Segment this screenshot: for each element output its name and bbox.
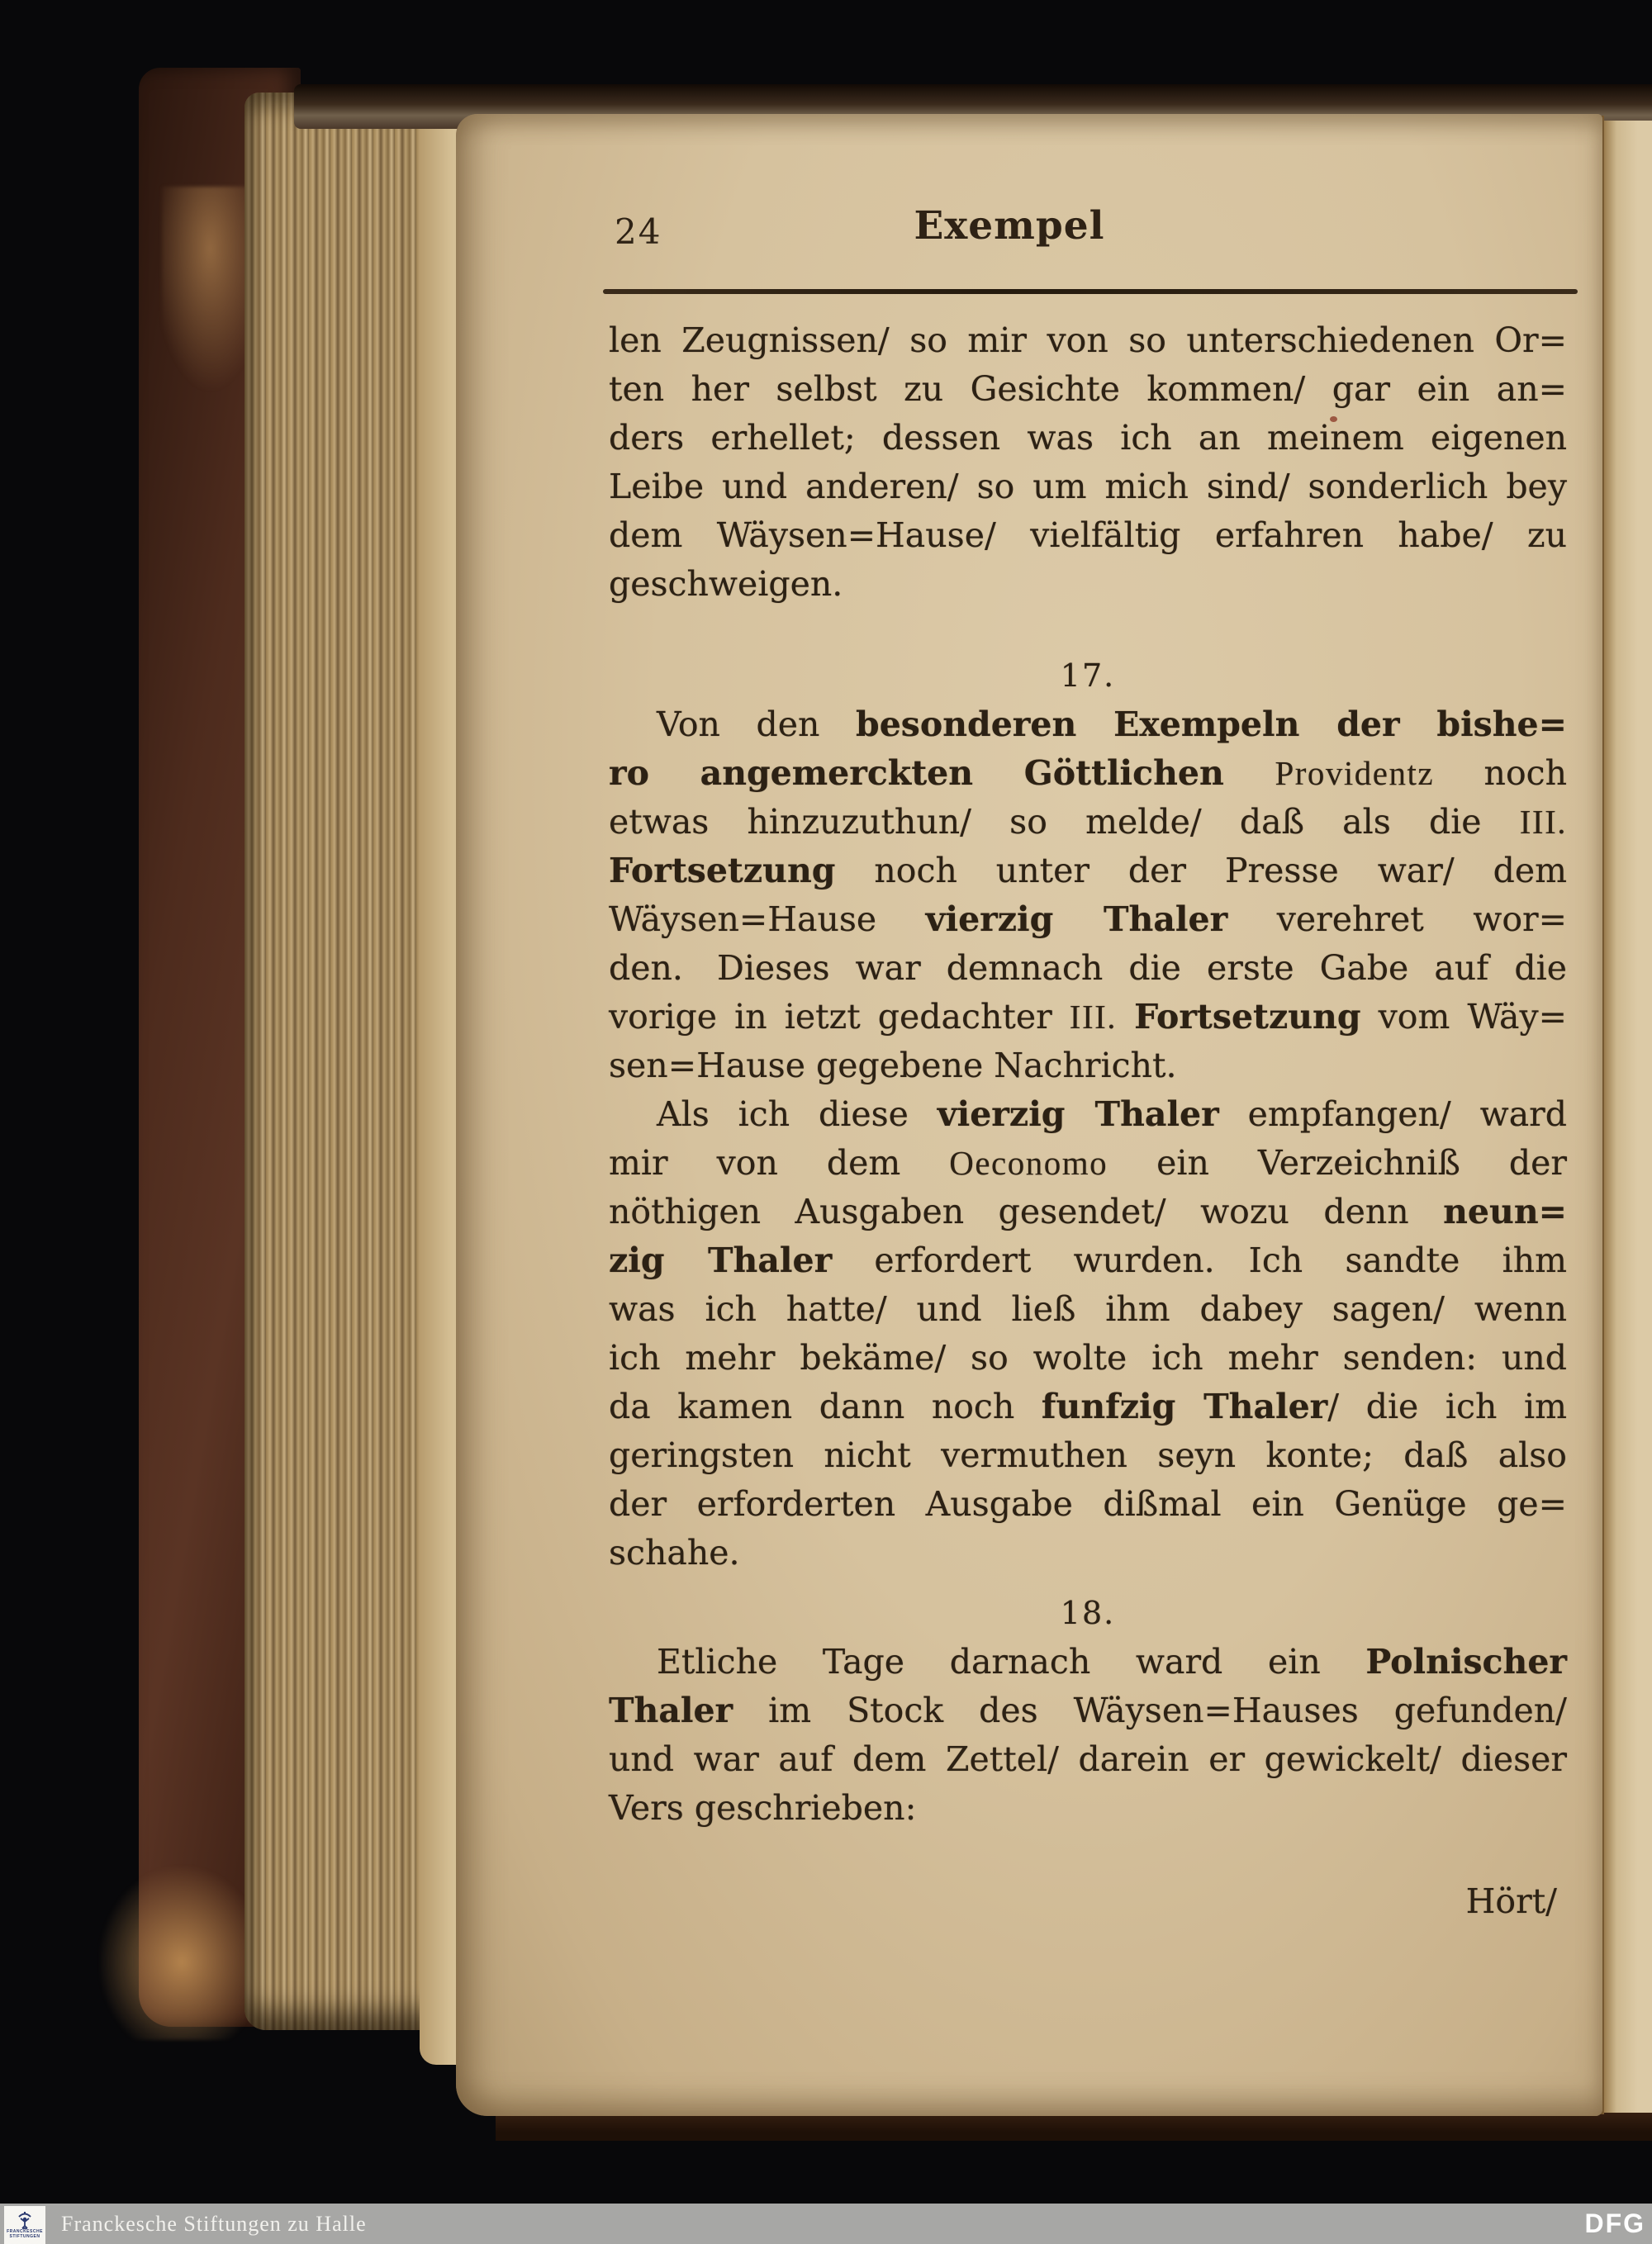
text-line	[609, 463, 1567, 511]
text-line	[609, 944, 1567, 993]
text-segment: den. Dieses war demnach die erste Gabe auf die	[609, 948, 1567, 988]
text-line	[609, 1139, 1567, 1188]
text-segment: ein Verzeichniß der	[1108, 1143, 1567, 1183]
text-segment: Von den	[657, 705, 857, 744]
text-segment: Oeconomo	[949, 1144, 1108, 1182]
text-line	[609, 1334, 1567, 1383]
text-segment: Vers geschrieben:	[609, 1788, 917, 1828]
text-segment: III.	[1519, 803, 1567, 841]
text-line	[609, 1285, 1567, 1334]
text-line	[609, 560, 1567, 609]
text-line	[609, 414, 1567, 463]
text-line	[609, 1735, 1567, 1784]
text-segment: verehret wor=	[1227, 899, 1567, 939]
text-line	[609, 316, 1567, 365]
text-segment: erfordert wurden. Ich sandte ihm	[832, 1241, 1567, 1280]
institution-name: Franckesche Stiftungen zu Halle	[61, 2212, 367, 2236]
text-line	[609, 847, 1567, 895]
text-segment: Leibe und anderen/ so um mich sind/ sonderlich bey	[609, 467, 1567, 506]
text-line	[609, 1480, 1567, 1529]
text-segment: Fortsetzung	[1134, 997, 1361, 1037]
text-segment: schahe.	[609, 1533, 740, 1573]
section-heading	[609, 652, 1567, 700]
text-segment: vorige in ietzt gedachter	[609, 997, 1070, 1037]
text-line	[609, 1638, 1567, 1687]
text-line	[609, 1784, 1567, 1833]
text-line	[609, 1090, 1567, 1139]
text-segment: und war auf dem Zettel/ darein er gewickelt/ dieser	[609, 1739, 1567, 1779]
section-heading	[609, 1589, 1567, 1638]
text-segment: Etliche Tage darnach ward ein	[657, 1642, 1366, 1682]
cover-damage-patch	[99, 1867, 264, 2040]
catchword: Hört/	[1465, 1881, 1557, 1921]
adjacent-page-sliver	[1604, 121, 1652, 2113]
text-segment: im Stock des Wäysen=Hauses gefunden/	[733, 1691, 1567, 1730]
text-segment: besonderen Exempeln der bishe=	[856, 705, 1567, 744]
text-segment: Providentz	[1275, 754, 1435, 792]
text-segment: vierzig Thaler	[937, 1094, 1219, 1134]
text-segment: Wäysen=Hause	[609, 899, 926, 939]
text-segment: vom Wäy=	[1360, 997, 1567, 1037]
text-segment: Als ich diese	[657, 1094, 938, 1134]
text-line	[609, 798, 1567, 847]
text-segment: empfangen/ ward	[1218, 1094, 1568, 1134]
text-segment: was ich hatte/ und ließ ihm dabey sagen/ wenn	[609, 1289, 1567, 1329]
text-segment: geringsten nicht vermuthen seyn konte; daß also	[609, 1435, 1567, 1475]
text-line	[609, 1236, 1567, 1285]
text-segment: 17.	[1060, 657, 1116, 694]
francke-emblem-icon	[14, 2211, 36, 2229]
text-segment: 18.	[1060, 1595, 1116, 1631]
header-rule	[603, 289, 1578, 294]
text-segment: vierzig Thaler	[925, 899, 1228, 939]
text-segment: len Zeugnissen/ so mir von so unterschiedenen Or=	[609, 320, 1567, 360]
text-line	[609, 1687, 1567, 1735]
text-segment: zig Thaler	[609, 1241, 833, 1280]
text-line	[609, 895, 1567, 944]
text-segment: / die ich im	[1327, 1387, 1567, 1426]
text-segment: Fortsetzung	[609, 851, 836, 890]
text-segment: neun=	[1443, 1192, 1567, 1231]
text-line	[609, 1188, 1567, 1236]
book-page	[456, 114, 1602, 2116]
text-block	[609, 316, 1567, 1833]
footer-bar	[0, 2204, 1652, 2244]
text-segment: nöthigen Ausgaben gesendet/ wozu denn	[609, 1192, 1444, 1231]
text-segment: da kamen dann noch	[609, 1387, 1042, 1426]
running-header: Exempel	[914, 203, 1105, 249]
text-segment: sen=Hause gegebene Nachricht.	[609, 1046, 1177, 1085]
text-line	[609, 1041, 1567, 1090]
text-segment: noch unter der Presse war/ dem	[835, 851, 1567, 890]
text-segment: noch	[1434, 753, 1567, 793]
text-segment: dem Wäysen=Hause/ vielfältig erfahren habe/ zu	[609, 515, 1567, 555]
page-number: 24	[615, 211, 662, 252]
institution-logo-line1: FRANCKESCHE	[7, 2229, 43, 2234]
institution-logo	[4, 2206, 45, 2244]
text-segment: Polnischer	[1365, 1642, 1567, 1682]
institution-logo-line2: STIFTUNGEN	[9, 2234, 40, 2239]
dfg-logo: DFG	[1584, 2208, 1645, 2238]
text-line	[609, 749, 1567, 798]
text-segment: mir von dem	[609, 1143, 950, 1183]
text-segment: ders erhellet; dessen was ich an meinem eigenen	[609, 418, 1567, 458]
text-segment: ich mehr bekäme/ so wolte ich mehr senden: und	[609, 1338, 1567, 1378]
text-segment: geschweigen.	[609, 564, 843, 604]
text-segment	[1117, 997, 1134, 1037]
text-line	[609, 1431, 1567, 1480]
text-segment: III.	[1069, 998, 1118, 1036]
text-segment: Thaler	[609, 1691, 733, 1730]
text-segment: etwas hinzuzuthun/ so melde/ daß als die	[609, 802, 1520, 842]
text-line	[609, 1529, 1567, 1577]
text-segment: ro angemerckten Göttlichen	[609, 753, 1275, 793]
text-line	[609, 1383, 1567, 1431]
text-segment: der erforderten Ausgabe dißmal ein Genüge ge=	[609, 1484, 1567, 1524]
text-line	[609, 993, 1567, 1041]
text-line	[609, 511, 1567, 560]
text-segment: funfzig Thaler	[1041, 1387, 1328, 1426]
text-line	[609, 700, 1567, 749]
text-segment: ten her selbst zu Gesichte kommen/ gar ein an=	[609, 369, 1567, 409]
text-line	[609, 365, 1567, 414]
